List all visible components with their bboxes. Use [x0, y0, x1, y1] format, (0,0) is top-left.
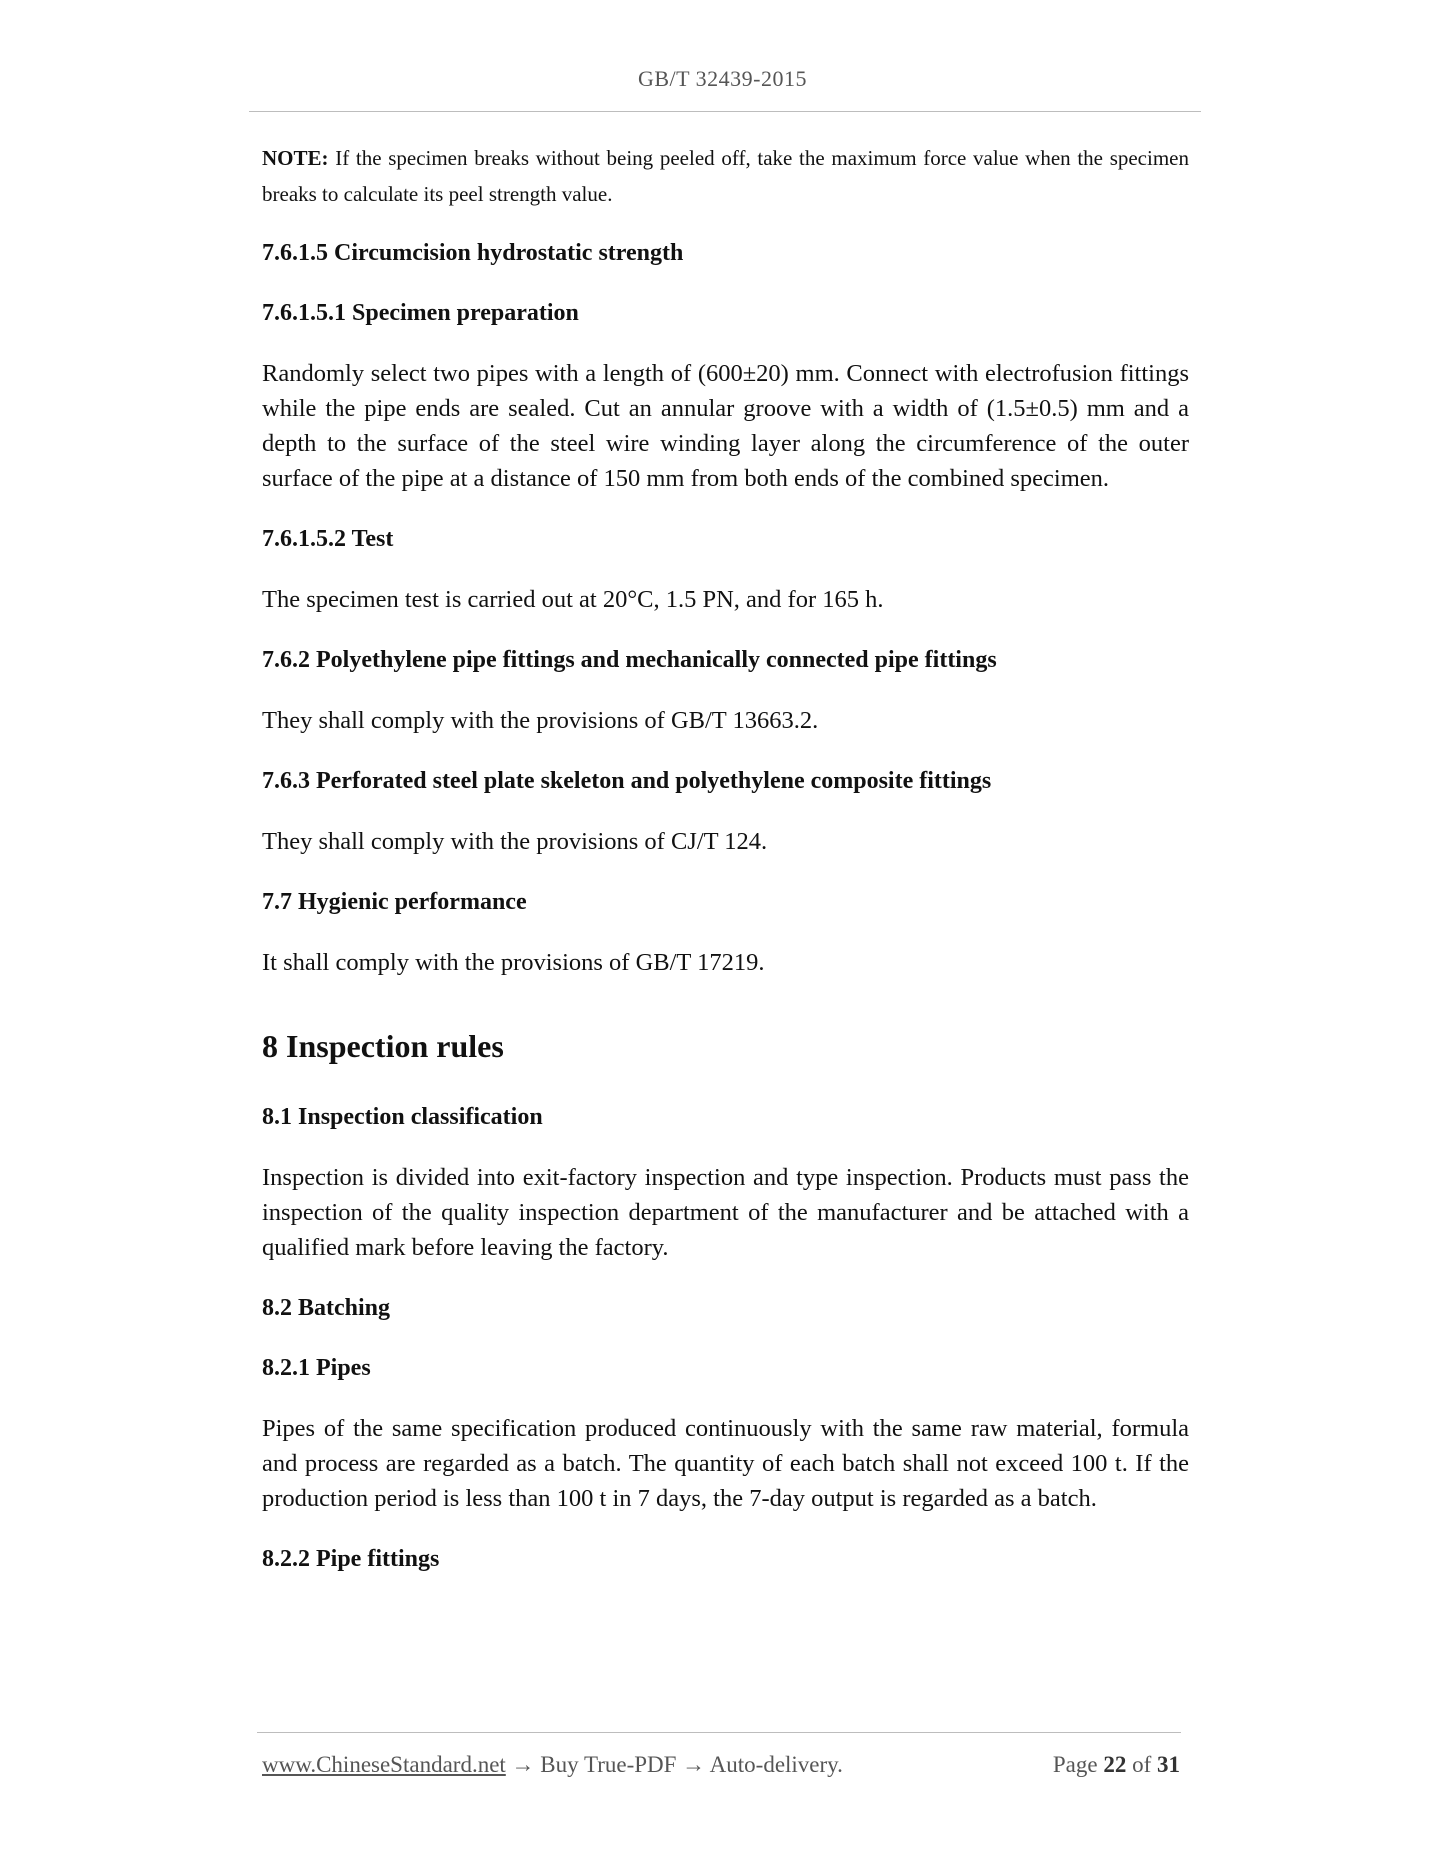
footer-left: [262, 1752, 843, 1778]
heading-8-1: 8.1 Inspection classification: [262, 1104, 543, 1130]
page-header-title: GB/T 32439-2015: [637, 66, 808, 91]
page-number: 22: [1103, 1752, 1127, 1777]
heading-8-2-2: 8.2.2 Pipe fittings: [262, 1546, 440, 1572]
heading-8-2: 8.2 Batching: [262, 1295, 391, 1321]
note-text: If the specimen breaks without being peeled off, take the maximum force value when the specimen breaks to calculate its peel strength value.: [262, 146, 1189, 206]
header-divider: [249, 111, 1201, 112]
heading-7-6-1-5-2: 7.6.1.5.2 Test: [262, 526, 394, 552]
paragraph-7-7: It shall comply with the provisions of GB/T 17219.: [262, 949, 765, 976]
footer-promo-text: → Buy True-PDF → Auto-delivery.: [505, 1752, 843, 1777]
heading-7-7: 7.7 Hygienic performance: [262, 889, 527, 915]
footer-divider: [257, 1732, 1181, 1733]
heading-8-2-1: 8.2.1 Pipes: [262, 1355, 371, 1381]
paragraph-7-6-3: They shall comply with the provisions of CJ/T 124.: [262, 828, 768, 855]
note-label: NOTE:: [262, 146, 329, 170]
page-indicator: [1053, 1752, 1180, 1778]
paragraph-8-1: Inspection is divided into exit-factory inspection and type inspection. Products must pass the inspection of the quality inspection department of the manufacturer and be attached with a qualified mark before leaving the factory.: [262, 1164, 1189, 1261]
paragraph-7-6-2: They shall comply with the provisions of GB/T 13663.2.: [262, 707, 819, 734]
heading-8: 8 Inspection rules: [262, 1028, 504, 1064]
heading-7-6-2: 7.6.2 Polyethylene pipe fittings and mechanically connected pipe fittings: [262, 647, 997, 673]
website-link[interactable]: www.ChineseStandard.net: [262, 1752, 506, 1777]
paragraph-test: The specimen test is carried out at 20°C, 1.5 PN, and for 165 h.: [262, 586, 884, 613]
paragraph-8-2-1: Pipes of the same specification produced continuously with the same raw material, formula and process are regarded as a batch. The quantity of each batch shall not exceed 100 t. If the production period is less than 100 t in 7 days, the 7-day output is regarded as a batch.: [262, 1415, 1189, 1512]
heading-7-6-1-5: 7.6.1.5 Circumcision hydrostatic strength: [262, 240, 684, 266]
page-label: Page: [1052, 1752, 1098, 1777]
heading-7-6-1-5-1: 7.6.1.5.1 Specimen preparation: [262, 300, 579, 326]
heading-7-6-3: 7.6.3 Perforated steel plate skeleton and polyethylene composite fittings: [262, 768, 992, 794]
document-body: [262, 140, 1189, 1602]
note-paragraph: [262, 140, 1189, 212]
paragraph-specimen-preparation: Randomly select two pipes with a length of (600±20) mm. Connect with electrofusion fittings while the pipe ends are sealed. Cut an annular groove with a width of (1.5±0.5) mm and a depth to the surface of the steel wire winding layer along the circumference of the outer surface of the pipe at a distance of 150 mm from both ends of the combined specimen.: [262, 360, 1189, 492]
of-label: of: [1132, 1752, 1152, 1777]
page-total: 31: [1157, 1752, 1180, 1777]
